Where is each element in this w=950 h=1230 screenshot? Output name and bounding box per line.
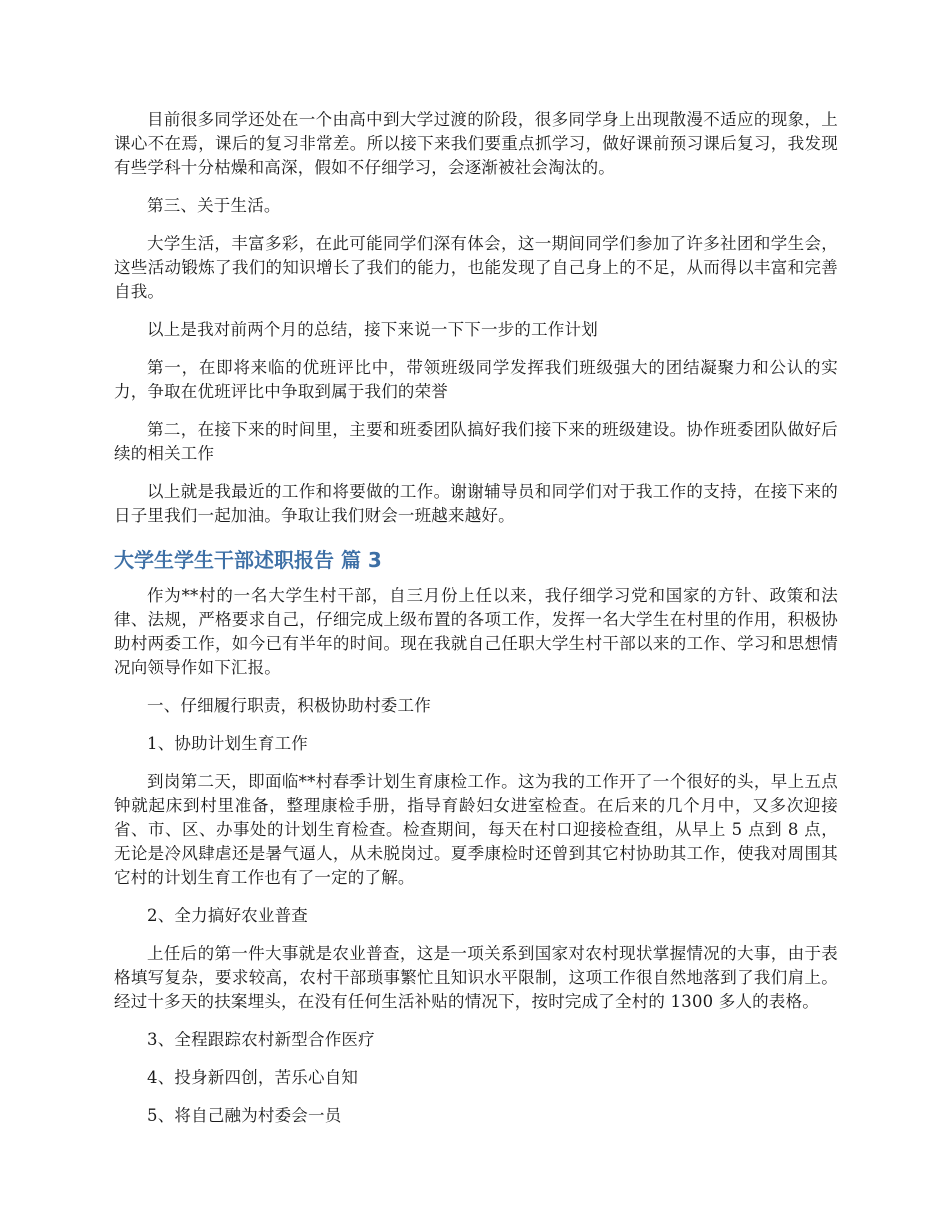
section-heading: 大学生学生干部述职报告 篇 3 <box>114 548 382 572</box>
paragraph: 大学生活，丰富多彩，在此可能同学们深有体会，这一期间同学们参加了许多社团和学生会，这些活动锻炼了我们的知识增长了我们的能力，也能发现了自己身上的不足，从而得以丰富和完善自我。 <box>114 234 838 301</box>
list-item: 5、将自己融为村委会一员 <box>147 1106 342 1125</box>
list-item: 3、全程跟踪农村新型合作医疗 <box>147 1030 375 1049</box>
paragraph: 到岗第二天，即面临**村春季计划生育康检工作。这为我的工作开了一个很好的头，早上五点钟就起床到村里准备，整理康检手册，指导育龄妇女进室检查。在后来的几个月中，又多次迎接省、市、区、办事处的计划生育检查。检查期间，每天在村口迎接检查组，从早上 5 点到 8 点，无论是冷风肆虐还是暑气逼人，从未脱岗过。夏季康检时还曾到其它村协助其工作，使我对周围其它村的计划生育工作也有了一定的了解。 <box>114 772 838 887</box>
paragraph: 目前很多同学还处在一个由高中到大学过渡的阶段，很多同学身上出现散漫不适应的现象，上课心不在焉，课后的复习非常差。所以接下来我们要重点抓学习，做好课前预习课后复习，我发现有些学科十分枯燥和高深，假如不仔细学习，会逐渐被社会淘汰的。 <box>114 110 838 177</box>
list-item: 4、投身新四创，苦乐心自知 <box>147 1068 359 1087</box>
list-item: 1、协助计划生育工作 <box>147 734 308 753</box>
list-item: 2、全力搞好农业普查 <box>147 906 308 925</box>
paragraph: 作为**村的一名大学生村干部，自三月份上任以来，我仔细学习党和国家的方针、政策和法律、法规，严格要求自己，仔细完成上级布置的各项工作，发挥一名大学生在村里的作用，积极协助村两委工作，如今已有半年的时间。现在我就自己任职大学生村干部以来的工作、学习和思想情况向领导作如下汇报。 <box>114 586 838 677</box>
subheading: 一、仔细履行职责，积极协助村委工作 <box>147 696 431 715</box>
paragraph: 第一，在即将来临的优班评比中，带领班级同学发挥我们班级强大的团结凝聚力和公认的实力，争取在优班评比中争取到属于我们的荣誉 <box>114 358 838 401</box>
paragraph: 以上就是我最近的工作和将要做的工作。谢谢辅导员和同学们对于我工作的支持，在接下来的日子里我们一起加油。争取让我们财会一班越来越好。 <box>114 482 838 525</box>
paragraph: 以上是我对前两个月的总结，接下来说一下下一步的工作计划 <box>147 320 598 339</box>
paragraph: 第二，在接下来的时间里，主要和班委团队搞好我们接下来的班级建设。协作班委团队做好后续的相关工作 <box>114 420 838 463</box>
paragraph: 第三、关于生活。 <box>147 196 281 215</box>
paragraph: 上任后的第一件大事就是农业普查，这是一项关系到国家对农村现状掌握情况的大事，由于表格填写复杂，要求较高，农村干部琐事繁忙且知识水平限制，这项工作很自然地落到了我们肩上。经过十多天的扶案埋头，在没有任何生活补贴的情况下，按时完成了全村的 1300 多人的表格。 <box>114 944 838 1011</box>
document-page <box>114 108 838 1128</box>
